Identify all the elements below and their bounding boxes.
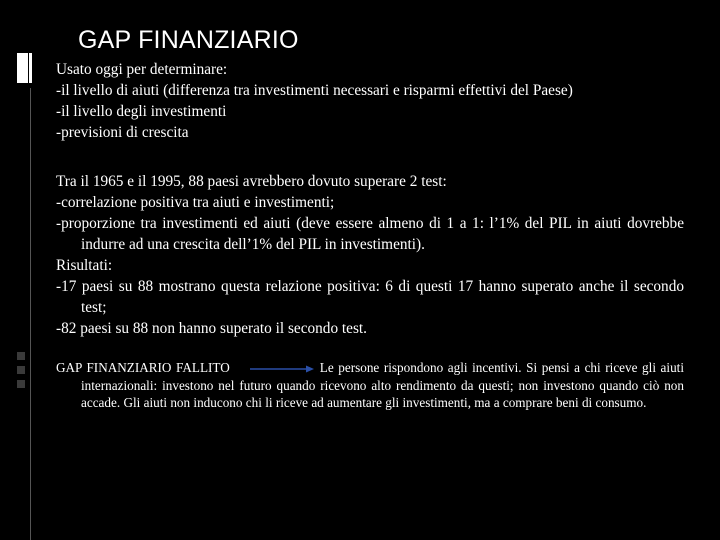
paragraph: -82 paesi su 88 non hanno superato il secondo test. bbox=[56, 320, 367, 337]
decor-square bbox=[17, 352, 25, 360]
arrow-right-icon bbox=[250, 364, 314, 374]
conclusion-label: GAP FINANZIARIO FALLITO bbox=[56, 360, 230, 375]
slide-body bbox=[56, 59, 684, 412]
paragraph: Risultati: bbox=[56, 257, 113, 274]
paragraph: -proporzione tra investimenti ed aiuti (deve essere almeno di 1 a 1: l’1% del PIL in aiuti dovrebbe indurre ad una crescita dell’1% del PIL in investimenti). bbox=[56, 215, 684, 253]
conclusion-text: Le persone rispondono agli incentivi. Si pensi a chi riceve gli aiuti internazionali: investono nel futuro quando ricevono alto rendimento da questi; non investono quando ciò non accade. Gli aiuti non inducono chi li riceve ad aumentare gli investimenti, ma a comprare beni di consumo. bbox=[81, 360, 684, 410]
decor-square bbox=[17, 366, 25, 374]
paragraph: -correlazione positiva tra aiuti e investimenti; bbox=[56, 194, 335, 211]
conclusion bbox=[56, 359, 684, 412]
paragraph: Tra il 1965 e il 1995, 88 paesi avrebbero dovuto superare 2 test: bbox=[56, 173, 447, 190]
decor-bar-thin bbox=[29, 53, 32, 83]
decor-line bbox=[30, 88, 31, 540]
paragraph: -previsioni di crescita bbox=[56, 124, 189, 141]
paragraph: -il livello degli investimenti bbox=[56, 103, 227, 120]
paragraph: -17 paesi su 88 mostrano questa relazione positiva: 6 di questi 17 hanno superato anche il secondo test; bbox=[56, 278, 684, 316]
decor-square bbox=[17, 380, 25, 388]
decor-bar bbox=[17, 53, 28, 83]
paragraph: Usato oggi per determinare: bbox=[56, 61, 228, 78]
paragraph: -il livello di aiuti (differenza tra investimenti necessari e risparmi effettivi del Paese) bbox=[56, 82, 573, 99]
slide-title: GAP FINANZIARIO bbox=[78, 26, 299, 54]
